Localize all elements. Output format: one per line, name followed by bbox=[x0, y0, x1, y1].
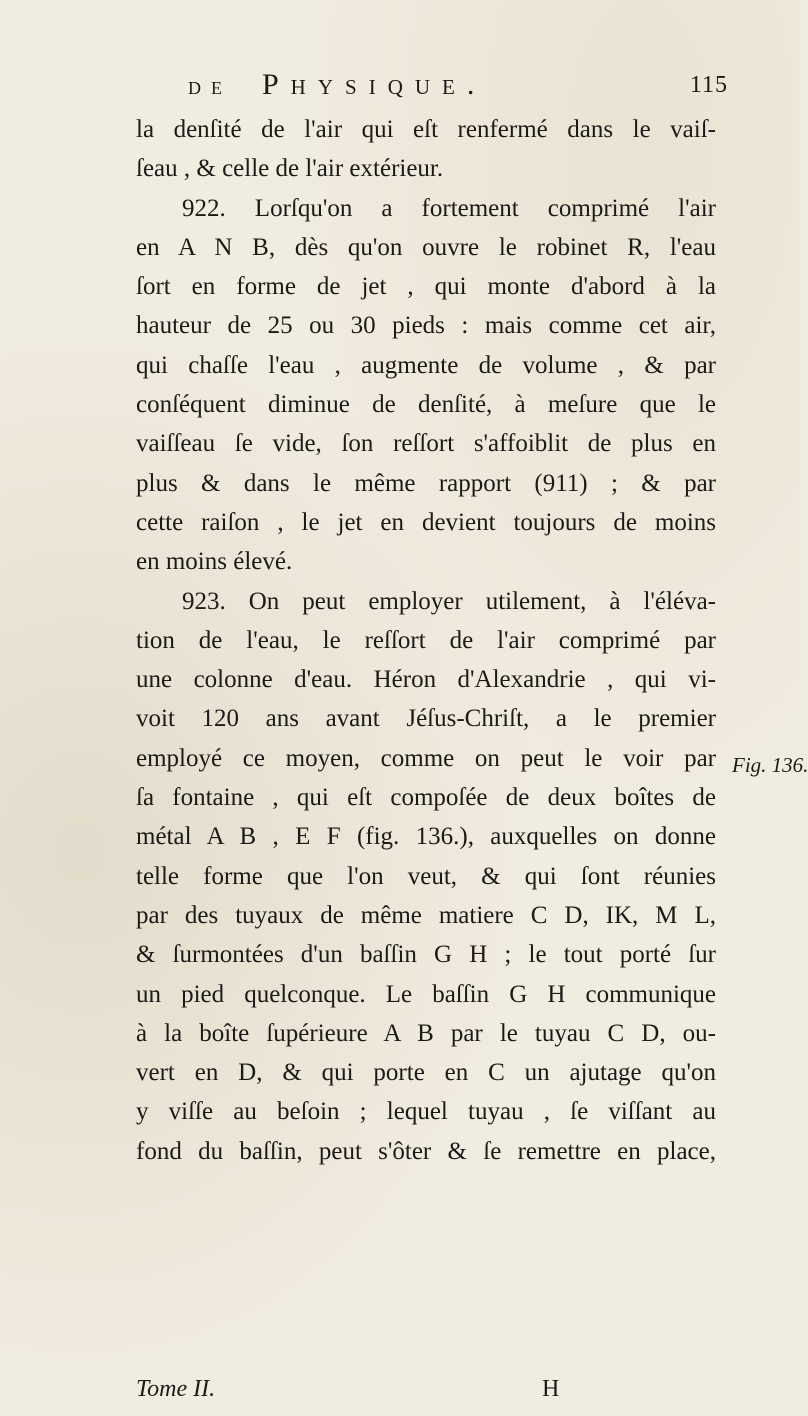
text-line: 922. Lorſqu'on a fortement comprimé l'air bbox=[182, 194, 716, 222]
text-line: ſort en forme de jet , qui monte d'abord à la bbox=[136, 273, 716, 301]
text-line: plus & dans le même rapport (911) ; & par bbox=[136, 469, 716, 497]
text-line: hauteur de 25 ou 30 pieds : mais comme cet air, bbox=[136, 312, 716, 340]
text-line: en moins élevé. bbox=[136, 548, 293, 576]
text-line: ſeau , & celle de l'air extérieur. bbox=[136, 155, 444, 183]
text-line: par des tuyaux de même matiere C D, IK, M L, bbox=[136, 901, 716, 929]
volume-label: Tome II. bbox=[136, 1376, 216, 1402]
text-line: métal A B , E F (fig. 136.), auxquelles on donne bbox=[136, 823, 716, 851]
page-number: 115 bbox=[689, 72, 728, 98]
text-line: cette raiſon , le jet en devient toujours de moins bbox=[136, 508, 716, 536]
text-line: employé ce moyen, comme on peut le voir par bbox=[136, 744, 716, 772]
text-line: vert en D, & qui porte en C un ajutage qu'on bbox=[136, 1059, 716, 1087]
signature-mark: H bbox=[542, 1376, 560, 1402]
running-header bbox=[188, 66, 728, 106]
text-line: conſéquent diminue de denſité, à meſure que le bbox=[136, 391, 716, 419]
text-line: & ſurmontées d'un baſſin G H ; le tout porté ſur bbox=[136, 941, 716, 969]
text-line: tion de l'eau, le reſſort de l'air comprimé par bbox=[136, 626, 716, 654]
header-title: Physique. bbox=[262, 68, 487, 101]
text-line: telle forme que l'on veut, & qui ſont réunies bbox=[136, 862, 716, 890]
figure-margin-note: Fig. 136. bbox=[732, 753, 808, 777]
text-line: qui chaſſe l'eau , augmente de volume , & par bbox=[136, 351, 716, 379]
text-line: voit 120 ans avant Jéſus-Chriſt, a le premier bbox=[136, 705, 716, 733]
text-line: la denſité de l'air qui eſt renfermé dans le vaiſ- bbox=[136, 116, 716, 143]
text-line: fond du baſſin, peut s'ôter & ſe remettre en place, bbox=[136, 1137, 716, 1165]
header-prefix: DE bbox=[188, 78, 232, 98]
text-line: vaiſſeau ſe vide, ſon reſſort s'affoiblit de plus en bbox=[136, 430, 716, 458]
body-text bbox=[136, 110, 716, 1171]
page-footer bbox=[136, 1376, 716, 1416]
text-line: un pied quelconque. Le baſſin G H communique bbox=[136, 980, 716, 1008]
text-line: une colonne d'eau. Héron d'Alexandrie , qui vi- bbox=[136, 666, 716, 694]
text-line: y viſſe au beſoin ; lequel tuyau , ſe viſſant au bbox=[136, 1098, 716, 1126]
text-line: en A N B, dès qu'on ouvre le robinet R, l'eau bbox=[136, 233, 716, 261]
text-line: à la boîte ſupérieure A B par le tuyau C D, ou- bbox=[136, 1019, 716, 1047]
text-line: ſa fontaine , qui eſt compoſée de deux boîtes de bbox=[136, 784, 716, 812]
text-line: 923. On peut employer utilement, à l'éléva- bbox=[182, 587, 716, 615]
